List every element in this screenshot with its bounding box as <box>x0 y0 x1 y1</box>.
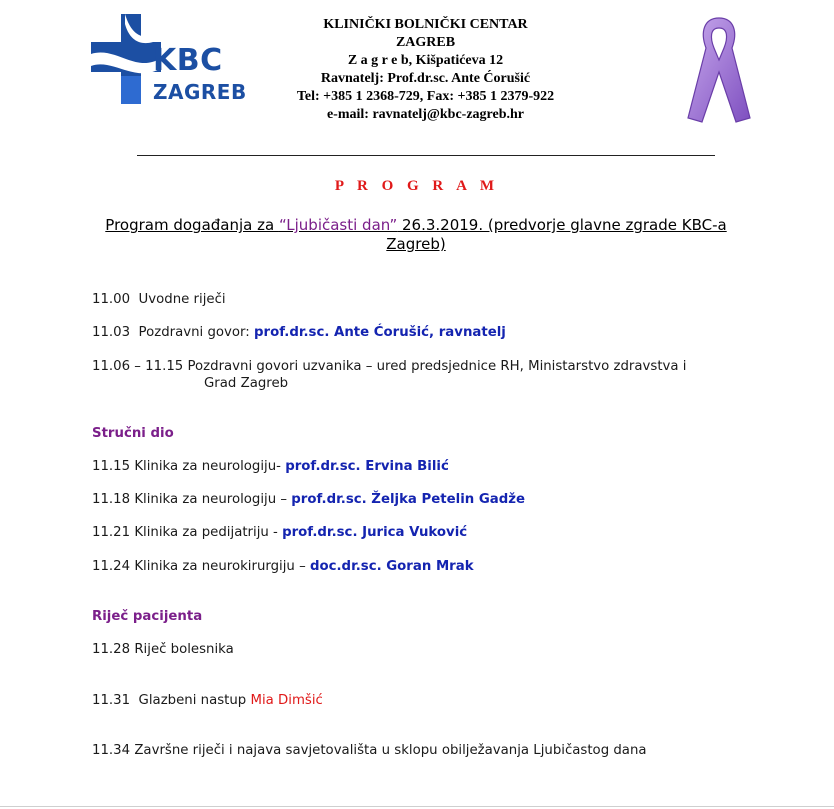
kbc-logo <box>91 14 256 104</box>
program-item <box>92 324 742 341</box>
item-time: 11.06 – 11.15 <box>92 359 184 374</box>
item-text: Klinika za neurokirurgiju – <box>134 559 310 574</box>
purple-ribbon-icon <box>682 14 756 130</box>
program-item <box>92 742 742 759</box>
subtitle-suffix: 26.3.2019. (predvorje glavne zgrade KBC-a Zagreb) <box>386 216 727 253</box>
item-time: 11.18 <box>92 492 131 507</box>
hospital-address: Z a g r e b, Kišpatićeva 12 <box>347 53 504 68</box>
item-speaker: prof.dr.sc. Ervina Bilić <box>285 459 449 474</box>
program-item <box>92 692 742 709</box>
hospital-email: e-mail: ravnatelj@kbc-zagreb.hr <box>326 107 525 122</box>
item-text: Klinika za neurologiju – <box>134 492 292 507</box>
page-bottom-edge <box>0 806 834 807</box>
subtitle-event-name: “Ljubičasti dan” <box>278 216 398 234</box>
item-text: Pozdravni govori uzvanika – ured predsjednice RH, Ministarstvo zdravstva i <box>187 359 687 374</box>
logo-kbc-text: KBC <box>153 43 223 78</box>
program-item <box>92 491 742 508</box>
program-item <box>92 558 742 575</box>
item-time: 11.28 <box>92 642 131 657</box>
header-divider <box>137 155 715 156</box>
logo-zagreb-text: ZAGREB <box>153 80 247 104</box>
item-text: Pozdravni govor: <box>138 325 254 340</box>
item-text: Završne riječi i najava savjetovališta u sklopu obilježavanja Ljubičastog dana <box>134 743 647 758</box>
item-time: 11.31 <box>92 693 131 708</box>
section-heading-patient: Riječ pacijenta <box>92 609 203 624</box>
hospital-header <box>268 16 583 124</box>
item-time: 11.24 <box>92 559 131 574</box>
item-text: Klinika za pedijatriju - <box>134 525 283 540</box>
hospital-phone-fax: Tel: +385 1 2368-729, Fax: +385 1 2379-922 <box>296 89 555 104</box>
item-performer: Mia Dimšić <box>250 693 323 708</box>
item-speaker: doc.dr.sc. Goran Mrak <box>309 559 474 574</box>
program-item <box>92 641 742 658</box>
kbc-cross-icon <box>91 14 161 104</box>
item-time: 11.15 <box>92 459 131 474</box>
item-text-continued: Grad Zagreb <box>204 376 289 391</box>
event-subtitle <box>105 216 727 254</box>
item-text: Uvodne riječi <box>138 292 226 307</box>
program-item <box>92 524 742 541</box>
program-item <box>92 358 742 392</box>
section-heading-expert: Stručni dio <box>92 426 174 441</box>
item-text: Klinika za neurologiju- <box>134 459 286 474</box>
item-time: 11.21 <box>92 525 131 540</box>
item-text: Riječ bolesnika <box>134 642 234 657</box>
program-item <box>92 458 742 475</box>
item-time: 11.34 <box>92 743 131 758</box>
program-item <box>92 291 742 308</box>
item-speaker: prof.dr.sc. Jurica Vuković <box>282 525 468 540</box>
item-time: 11.03 <box>92 325 131 340</box>
item-speaker: prof.dr.sc. Ante Ćorušić, ravnatelj <box>254 325 506 340</box>
item-speaker: prof.dr.sc. Željka Petelin Gadže <box>291 492 526 507</box>
hospital-city: ZAGREB <box>395 35 456 50</box>
subtitle-prefix: Program događanja za <box>105 216 279 234</box>
hospital-name: KLINIČKI BOLNIČKI CENTAR <box>323 17 528 32</box>
item-time: 11.00 <box>92 292 131 307</box>
hospital-director: Ravnatelj: Prof.dr.sc. Ante Ćorušić <box>320 71 531 86</box>
program-title: P R O G R A M <box>334 178 500 194</box>
item-text: Glazbeni nastup <box>138 693 251 708</box>
